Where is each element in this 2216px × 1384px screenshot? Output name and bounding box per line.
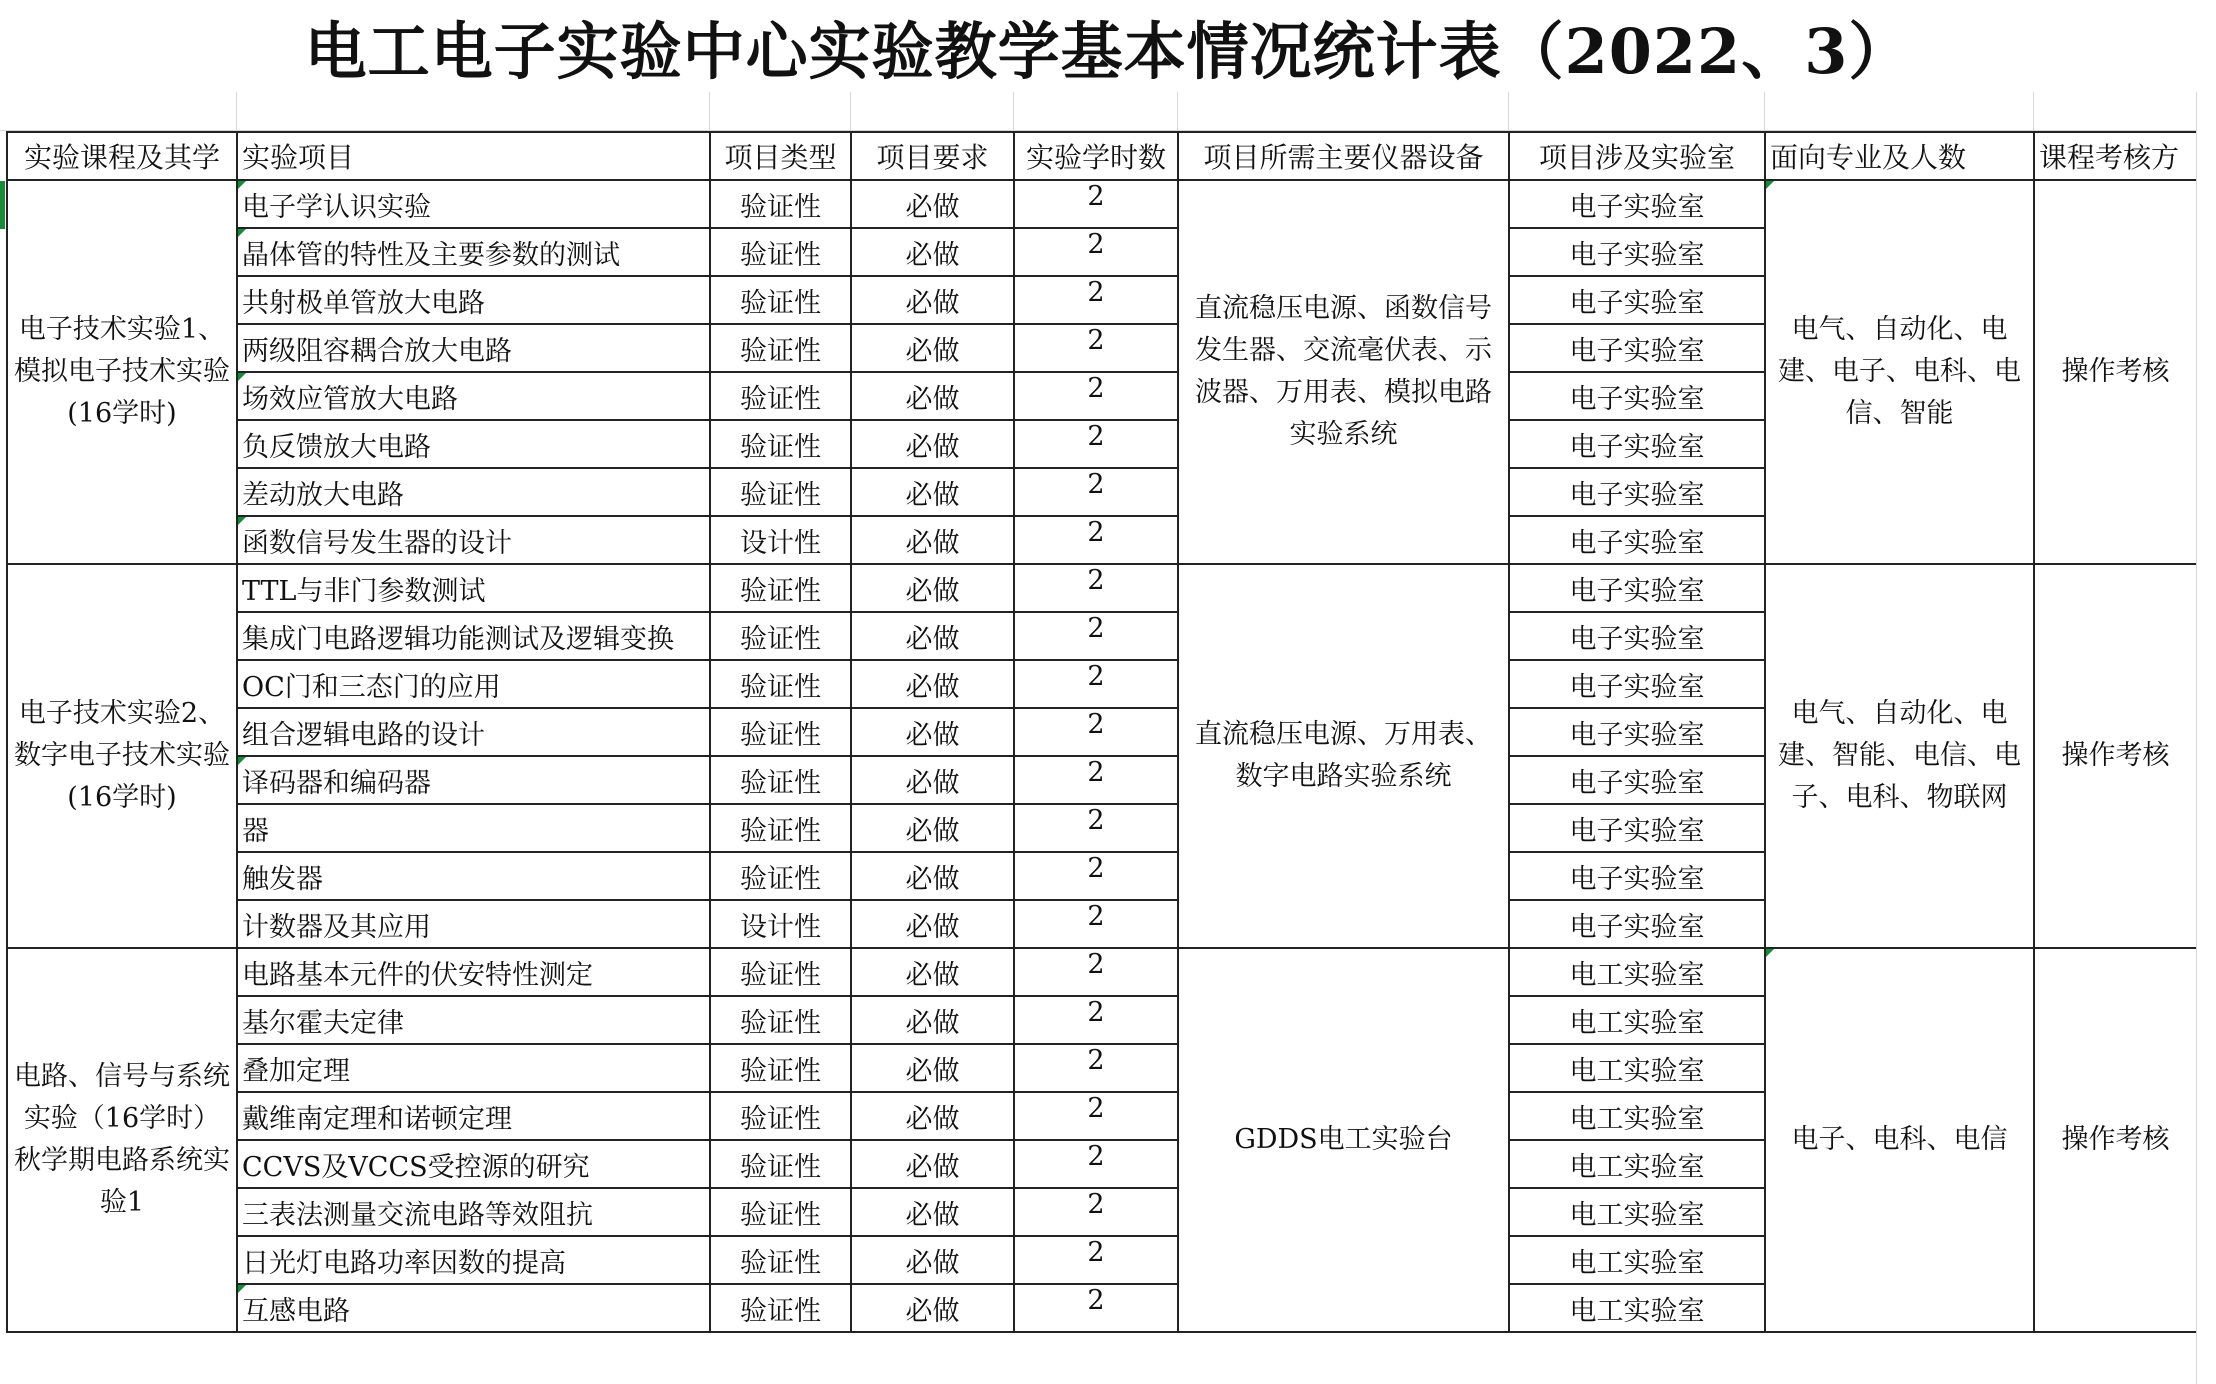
requirement-cell[interactable]: 必做 — [851, 516, 1014, 564]
project-cell[interactable]: 日光灯电路功率因数的提高 — [237, 1236, 710, 1284]
project-cell[interactable]: 场效应管放大电路 — [237, 372, 710, 420]
blank-row[interactable] — [0, 92, 2216, 131]
requirement-cell[interactable]: 必做 — [851, 228, 1014, 276]
hours-cell[interactable]: 2 — [1014, 468, 1178, 516]
header-cell-majors[interactable]: 面向专业及人数 — [1765, 132, 2034, 180]
hours-cell[interactable]: 2 — [1014, 420, 1178, 468]
lab-cell[interactable]: 电工实验室 — [1509, 1188, 1765, 1236]
requirement-cell[interactable]: 必做 — [851, 996, 1014, 1044]
requirement-cell[interactable]: 必做 — [851, 612, 1014, 660]
lab-cell[interactable]: 电子实验室 — [1509, 276, 1765, 324]
type-cell[interactable]: 验证性 — [710, 948, 851, 996]
hours-cell[interactable]: 2 — [1014, 1044, 1178, 1092]
hours-cell[interactable]: 2 — [1014, 996, 1178, 1044]
course-cell[interactable]: 电子技术实验1、模拟电子技术实验(16学时) — [7, 180, 237, 564]
type-cell[interactable]: 验证性 — [710, 1236, 851, 1284]
grid-line — [850, 92, 851, 130]
project-cell[interactable]: 电路基本元件的伏安特性测定 — [237, 948, 710, 996]
lab-cell[interactable]: 电工实验室 — [1509, 948, 1765, 996]
hours-cell[interactable]: 2 — [1014, 1092, 1178, 1140]
hours-cell[interactable]: 2 — [1014, 516, 1178, 564]
project-cell[interactable]: 器 — [237, 804, 710, 852]
type-cell[interactable]: 设计性 — [710, 516, 851, 564]
project-cell[interactable]: 函数信号发生器的设计 — [237, 516, 710, 564]
lab-cell[interactable]: 电工实验室 — [1509, 1140, 1765, 1188]
project-cell[interactable]: 负反馈放大电路 — [237, 420, 710, 468]
project-cell[interactable]: 互感电路 — [237, 1284, 710, 1332]
project-cell[interactable]: 共射极单管放大电路 — [237, 276, 710, 324]
requirement-cell[interactable]: 必做 — [851, 1044, 1014, 1092]
hours-cell[interactable]: 2 — [1014, 372, 1178, 420]
lab-cell[interactable]: 电子实验室 — [1509, 516, 1765, 564]
requirement-cell[interactable]: 必做 — [851, 1188, 1014, 1236]
requirement-cell[interactable]: 必做 — [851, 372, 1014, 420]
requirement-cell[interactable]: 必做 — [851, 564, 1014, 612]
lab-cell[interactable]: 电子实验室 — [1509, 180, 1765, 228]
table-row — [7, 180, 2197, 228]
requirement-cell[interactable]: 必做 — [851, 180, 1014, 228]
lab-cell[interactable]: 电子实验室 — [1509, 852, 1765, 900]
equipment-cell[interactable]: 直流稳压电源、万用表、数字电路实验系统 — [1178, 564, 1509, 948]
assessment-cell[interactable]: 操作考核 — [2034, 564, 2197, 948]
requirement-cell[interactable]: 必做 — [851, 1284, 1014, 1332]
grid-line — [2033, 92, 2034, 130]
grid-line — [1508, 92, 1509, 130]
lab-cell[interactable]: 电子实验室 — [1509, 324, 1765, 372]
type-cell[interactable]: 验证性 — [710, 1284, 851, 1332]
project-cell[interactable]: 两级阻容耦合放大电路 — [237, 324, 710, 372]
lab-cell[interactable]: 电子实验室 — [1509, 468, 1765, 516]
hours-cell[interactable]: 2 — [1014, 564, 1178, 612]
hours-cell[interactable]: 2 — [1014, 804, 1178, 852]
hours-cell[interactable]: 2 — [1014, 612, 1178, 660]
requirement-cell[interactable]: 必做 — [851, 852, 1014, 900]
project-cell[interactable]: 三表法测量交流电路等效阻抗 — [237, 1188, 710, 1236]
lab-cell[interactable]: 电子实验室 — [1509, 612, 1765, 660]
lab-cell[interactable]: 电子实验室 — [1509, 756, 1765, 804]
selection-marker — [0, 181, 5, 229]
majors-cell[interactable]: 电气、自动化、电建、电子、电科、电信、智能 — [1765, 180, 2034, 564]
type-cell[interactable]: 验证性 — [710, 708, 851, 756]
lab-cell[interactable]: 电子实验室 — [1509, 420, 1765, 468]
type-cell[interactable]: 验证性 — [710, 564, 851, 612]
equipment-cell[interactable]: 直流稳压电源、函数信号发生器、交流毫伏表、示波器、万用表、模拟电路实验系统 — [1178, 180, 1509, 564]
table-row — [7, 564, 2197, 612]
majors-cell[interactable]: 电子、电科、电信 — [1765, 948, 2034, 1332]
title-row[interactable] — [0, 0, 2216, 93]
grid-line — [1177, 92, 1178, 130]
hours-cell[interactable]: 2 — [1014, 1188, 1178, 1236]
type-cell[interactable]: 设计性 — [710, 900, 851, 948]
requirement-cell[interactable]: 必做 — [851, 1140, 1014, 1188]
project-cell[interactable]: 晶体管的特性及主要参数的测试 — [237, 228, 710, 276]
lab-cell[interactable]: 电子实验室 — [1509, 660, 1765, 708]
grid-line — [1013, 92, 1014, 130]
course-cell[interactable]: 电子技术实验2、数字电子技术实验 (16学时) — [7, 564, 237, 948]
lab-cell[interactable]: 电工实验室 — [1509, 1236, 1765, 1284]
requirement-cell[interactable]: 必做 — [851, 900, 1014, 948]
type-cell[interactable]: 验证性 — [710, 420, 851, 468]
requirement-cell[interactable]: 必做 — [851, 660, 1014, 708]
type-cell[interactable]: 验证性 — [710, 180, 851, 228]
course-cell[interactable]: 电路、信号与系统实验（16学时） 秋学期电路系统实验1 — [7, 948, 237, 1332]
lab-cell[interactable]: 电子实验室 — [1509, 564, 1765, 612]
project-cell[interactable]: 电子学认识实验 — [237, 180, 710, 228]
project-cell[interactable]: 差动放大电路 — [237, 468, 710, 516]
header-cell-lab[interactable]: 项目涉及实验室 — [1509, 132, 1765, 180]
type-cell[interactable]: 验证性 — [710, 612, 851, 660]
type-cell[interactable]: 验证性 — [710, 1044, 851, 1092]
lab-cell[interactable]: 电工实验室 — [1509, 1044, 1765, 1092]
hours-cell[interactable]: 2 — [1014, 1140, 1178, 1188]
header-cell-project[interactable]: 实验项目 — [237, 132, 710, 180]
requirement-cell[interactable]: 必做 — [851, 276, 1014, 324]
type-cell[interactable]: 验证性 — [710, 372, 851, 420]
header-cell-course[interactable]: 实验课程及其学 — [7, 132, 237, 180]
hours-cell[interactable]: 2 — [1014, 852, 1178, 900]
hours-cell[interactable]: 2 — [1014, 276, 1178, 324]
hours-cell[interactable]: 2 — [1014, 228, 1178, 276]
project-cell[interactable]: 基尔霍夫定律 — [237, 996, 710, 1044]
header-cell-requirement[interactable]: 项目要求 — [851, 132, 1014, 180]
sheet-edge — [2196, 92, 2216, 1384]
requirement-cell[interactable]: 必做 — [851, 1236, 1014, 1284]
project-cell[interactable]: 集成门电路逻辑功能测试及逻辑变换 — [237, 612, 710, 660]
requirement-cell[interactable]: 必做 — [851, 468, 1014, 516]
project-cell[interactable]: 译码器和编码器 — [237, 756, 710, 804]
hours-cell[interactable]: 2 — [1014, 1236, 1178, 1284]
grid-line — [709, 92, 710, 130]
requirement-cell[interactable]: 必做 — [851, 1092, 1014, 1140]
header-cell-hours[interactable]: 实验学时数 — [1014, 132, 1178, 180]
project-cell[interactable]: 戴维南定理和诺顿定理 — [237, 1092, 710, 1140]
requirement-cell[interactable]: 必做 — [851, 708, 1014, 756]
hours-cell[interactable]: 2 — [1014, 900, 1178, 948]
header-row — [7, 132, 2197, 180]
requirement-cell[interactable]: 必做 — [851, 948, 1014, 996]
type-cell[interactable]: 验证性 — [710, 996, 851, 1044]
type-cell[interactable]: 验证性 — [710, 228, 851, 276]
requirement-cell[interactable]: 必做 — [851, 420, 1014, 468]
project-cell[interactable]: 组合逻辑电路的设计 — [237, 708, 710, 756]
equipment-cell[interactable]: GDDS电工实验台 — [1178, 948, 1509, 1332]
assessment-cell[interactable]: 操作考核 — [2034, 948, 2197, 1332]
requirement-cell[interactable]: 必做 — [851, 324, 1014, 372]
stats-table — [6, 131, 2198, 1333]
hours-cell[interactable]: 2 — [1014, 660, 1178, 708]
header-cell-type[interactable]: 项目类型 — [710, 132, 851, 180]
hours-cell[interactable]: 2 — [1014, 1284, 1178, 1332]
project-cell[interactable]: OC门和三态门的应用 — [237, 660, 710, 708]
majors-cell[interactable]: 电气、自动化、电建、智能、电信、电子、电科、物联网 — [1765, 564, 2034, 948]
grid-line — [1764, 92, 1765, 130]
hours-cell[interactable]: 2 — [1014, 180, 1178, 228]
lab-cell[interactable]: 电工实验室 — [1509, 1284, 1765, 1332]
type-cell[interactable]: 验证性 — [710, 1092, 851, 1140]
hours-cell[interactable]: 2 — [1014, 756, 1178, 804]
lab-cell[interactable]: 电子实验室 — [1509, 708, 1765, 756]
page-title: 电工电子实验中心实验教学基本情况统计表（2022、3） — [304, 14, 1912, 88]
type-cell[interactable]: 验证性 — [710, 276, 851, 324]
lab-cell[interactable]: 电工实验室 — [1509, 1092, 1765, 1140]
project-cell[interactable]: 叠加定理 — [237, 1044, 710, 1092]
type-cell[interactable]: 验证性 — [710, 1188, 851, 1236]
project-cell[interactable]: TTL与非门参数测试 — [237, 564, 710, 612]
project-cell[interactable]: 计数器及其应用 — [237, 900, 710, 948]
type-cell[interactable]: 验证性 — [710, 468, 851, 516]
hours-cell[interactable]: 2 — [1014, 324, 1178, 372]
requirement-cell[interactable]: 必做 — [851, 804, 1014, 852]
type-cell[interactable]: 验证性 — [710, 1140, 851, 1188]
assessment-cell[interactable]: 操作考核 — [2034, 180, 2197, 564]
project-cell[interactable]: CCVS及VCCS受控源的研究 — [237, 1140, 710, 1188]
lab-cell[interactable]: 电子实验室 — [1509, 900, 1765, 948]
lab-cell[interactable]: 电子实验室 — [1509, 228, 1765, 276]
hours-cell[interactable]: 2 — [1014, 708, 1178, 756]
lab-cell[interactable]: 电子实验室 — [1509, 372, 1765, 420]
lab-cell[interactable]: 电子实验室 — [1509, 804, 1765, 852]
lab-cell[interactable]: 电工实验室 — [1509, 996, 1765, 1044]
type-cell[interactable]: 验证性 — [710, 324, 851, 372]
type-cell[interactable]: 验证性 — [710, 660, 851, 708]
project-cell[interactable]: 触发器 — [237, 852, 710, 900]
table-row — [7, 948, 2197, 996]
requirement-cell[interactable]: 必做 — [851, 756, 1014, 804]
type-cell[interactable]: 验证性 — [710, 852, 851, 900]
type-cell[interactable]: 验证性 — [710, 804, 851, 852]
type-cell[interactable]: 验证性 — [710, 756, 851, 804]
grid-line — [236, 92, 237, 130]
header-cell-equipment[interactable]: 项目所需主要仪器设备 — [1178, 132, 1509, 180]
hours-cell[interactable]: 2 — [1014, 948, 1178, 996]
header-cell-assessment[interactable]: 课程考核方 — [2034, 132, 2197, 180]
